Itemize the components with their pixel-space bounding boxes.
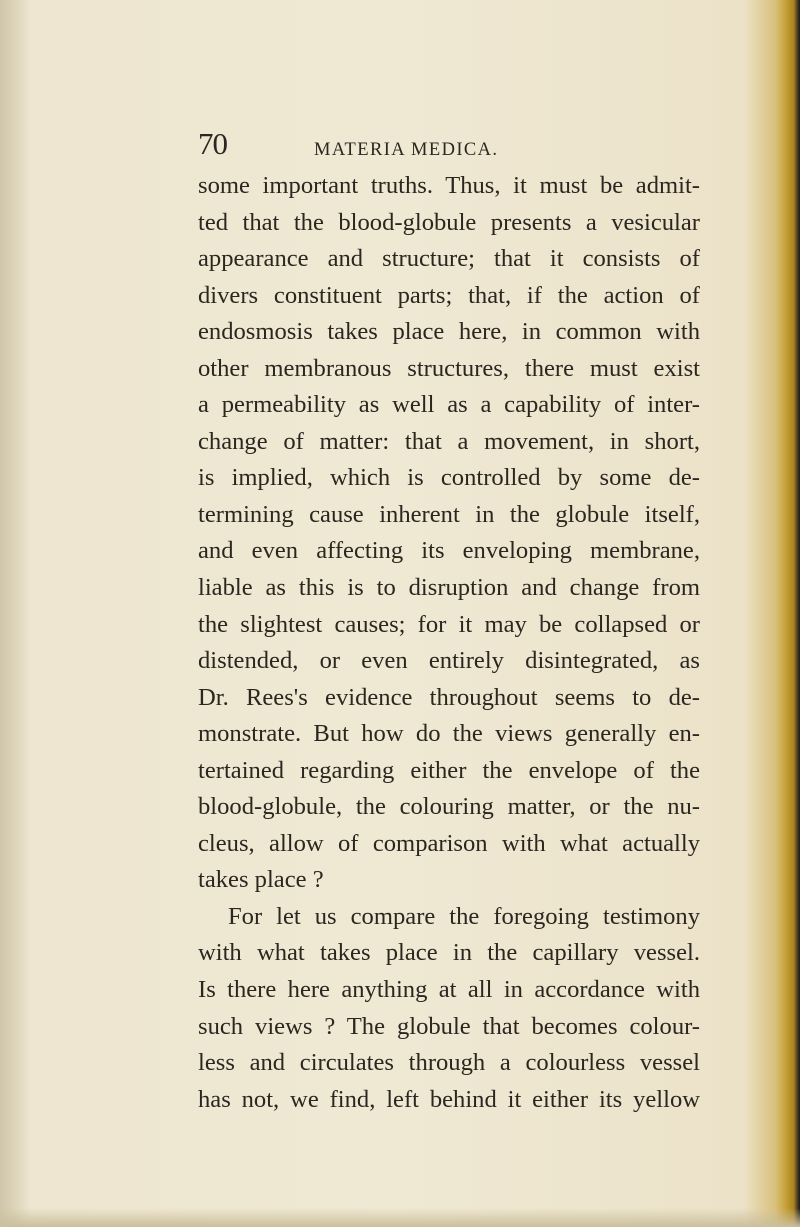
text-line: tertained regarding either the envelope of the (198, 756, 700, 784)
text-line: Is there here anything at all in accordance with (198, 976, 700, 1004)
page-left-edge (0, 0, 30, 1227)
text-line: less and circulates through a colourless vessel (198, 1049, 700, 1077)
text-line: is implied, which is controlled by some de- (198, 464, 700, 492)
text-line: with what takes place in the capillary vessel. (198, 939, 700, 967)
text-line: some important truths. Thus, it must be admit- (198, 172, 700, 199)
text-line: endosmosis takes place here, in common with (198, 318, 700, 346)
text-line: a permeability as well as a capability of inter- (198, 391, 700, 419)
text-line: change of matter: that a movement, in short, (198, 427, 700, 455)
page-number: 70 (198, 126, 227, 161)
page-header (0, 128, 800, 164)
text-line: distended, or even entirely disintegrated, as (198, 647, 700, 675)
running-title: MATERIA MEDICA. (314, 140, 499, 160)
text-line: monstrate. But how do the views generally en- (198, 720, 700, 748)
text-line: liable as this is to disruption and change from (198, 574, 700, 602)
text-line: appearance and structure; that it consists of (198, 245, 700, 273)
text-line: the slightest causes; for it may be collapsed or (198, 610, 700, 638)
text-line: cleus, allow of comparison with what actually (198, 829, 700, 857)
text-line: has not, we find, left behind it either its yellow (198, 1085, 700, 1113)
text-line: takes place ? (198, 866, 324, 894)
text-line: Dr. Rees's evidence throughout seems to de- (198, 683, 700, 711)
text-line: blood-globule, the colouring matter, or the nu- (198, 793, 700, 821)
text-line: termining cause inherent in the globule itself, (198, 500, 700, 528)
binding-gutter (775, 0, 800, 1227)
text-line: and even affecting its enveloping membrane, (198, 537, 700, 565)
text-line: ted that the blood-globule presents a vesicular (198, 208, 700, 236)
body-text (198, 168, 700, 1118)
text-line: For let us compare the foregoing testimony (228, 902, 700, 930)
text-line: other membranous structures, there must exist (198, 354, 700, 382)
text-line: such views ? The globule that becomes colour- (198, 1012, 700, 1040)
page-bottom-edge (0, 1208, 800, 1227)
text-line: divers constituent parts; that, if the action of (198, 281, 700, 309)
